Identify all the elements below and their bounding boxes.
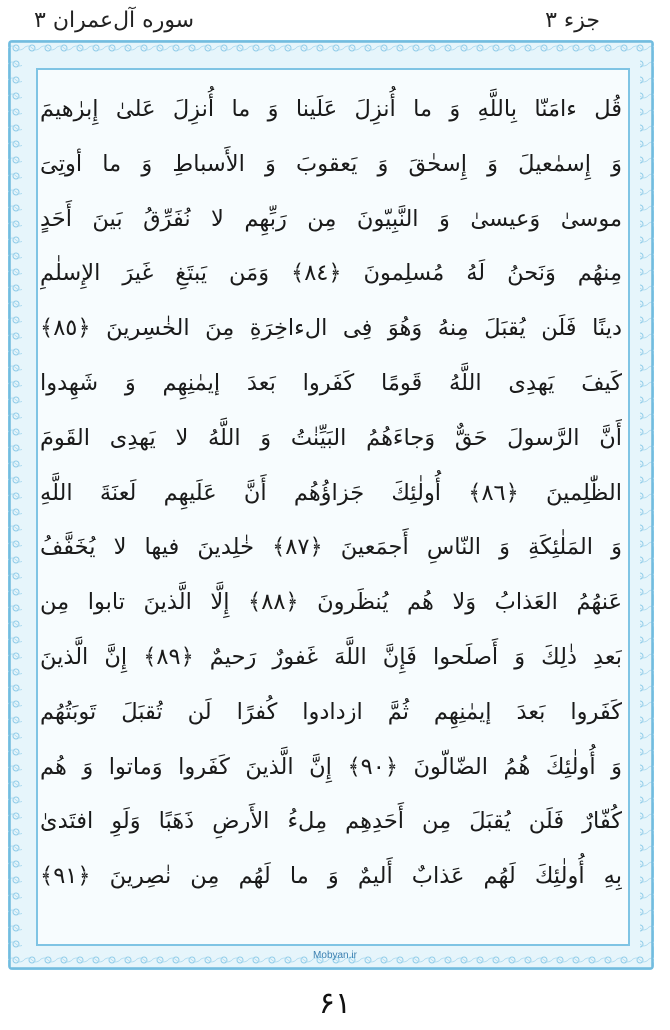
watermark: Mobyan.ir bbox=[313, 950, 357, 961]
text-line: الظّٰلِمينَ ﴿٨٦﴾ أُولٰئِكَ جَزاؤُهُم أَنَّ عَلَيهِم لَعنَةَ اللَّهِ bbox=[40, 479, 622, 506]
text-line: وَ المَلٰئِكَةِ وَ النّاسِ أَجمَعينَ ﴿٨٧﴾ خٰلِدينَ فيها لا يُخَفَّفُ bbox=[40, 534, 622, 561]
text-line: كَفَروا بَعدَ إيمٰنِهِم ثُمَّ ازدادوا كُفرًا لَن تُقبَلَ تَوبَتُهُم bbox=[40, 698, 622, 725]
surah-title: سوره آل‌عمران ۳ bbox=[34, 8, 195, 33]
quran-text bbox=[40, 82, 622, 904]
text-line: بَعدِ ذٰلِكَ وَ أَصلَحوا فَإِنَّ اللَّهَ غَفورٌ رَحيمٌ ﴿٨٩﴾ إِنَّ الَّذينَ bbox=[40, 643, 622, 670]
juz-label: جزء ۳ bbox=[545, 8, 600, 33]
text-line: بِهِ أُولٰئِكَ لَهُم عَذابٌ أَليمٌ وَ ما لَهُم مِن نٰصِرينَ ﴿٩١﴾ bbox=[40, 863, 622, 890]
text-line: وَ أُولٰئِكَ هُمُ الضّالّونَ ﴿٩٠﴾ إِنَّ الَّذينَ كَفَروا وَماتوا وَ هُم bbox=[40, 753, 622, 780]
text-line: كُفّارٌ فَلَن يُقبَلَ مِن أَحَدِهِم مِلءُ الأَرضِ ذَهَبًا وَلَوِ افتَدىٰ bbox=[40, 808, 622, 835]
text-line: دينًا فَلَن يُقبَلَ مِنهُ وَهُوَ فِى الءاخِرَةِ مِنَ الخٰسِرينَ ﴿٨٥﴾ bbox=[40, 315, 622, 342]
text-line: كَيفَ يَهدِى اللَّهُ قَومًا كَفَروا بَعدَ إيمٰنِهِم وَ شَهِدوا bbox=[40, 369, 622, 396]
text-line: وَ إِسمٰعيلَ وَ إِسحٰقَ وَ يَعقوبَ وَ الأَسباطِ وَ ما أوتِىَ bbox=[40, 150, 622, 177]
text-line: عَنهُمُ العَذابُ وَلا هُم يُنظَرونَ ﴿٨٨﴾ إِلَّا الَّذينَ تابوا مِن bbox=[40, 589, 622, 616]
text-line: أَنَّ الرَّسولَ حَقٌّ وَجاءَهُمُ البَيِّنٰتُ وَ اللَّهُ لا يَهدِى القَومَ bbox=[40, 424, 622, 451]
page-number: ۶۱ bbox=[318, 986, 352, 1021]
text-line: مِنهُم وَنَحنُ لَهُ مُسلِمونَ ﴿٨٤﴾ وَمَن يَبتَغِ غَيرَ الإِسلٰمِ bbox=[40, 260, 622, 287]
text-line: موسىٰ وَعيسىٰ وَ النَّبِيّونَ مِن رَبِّهِم لا نُفَرِّقُ بَينَ أَحَدٍ bbox=[40, 205, 622, 232]
text-line: قُل ءامَنّا بِاللَّهِ وَ ما أُنزِلَ عَلَينا وَ ما أُنزِلَ عَلىٰ إِبرٰهيمَ bbox=[40, 96, 622, 122]
